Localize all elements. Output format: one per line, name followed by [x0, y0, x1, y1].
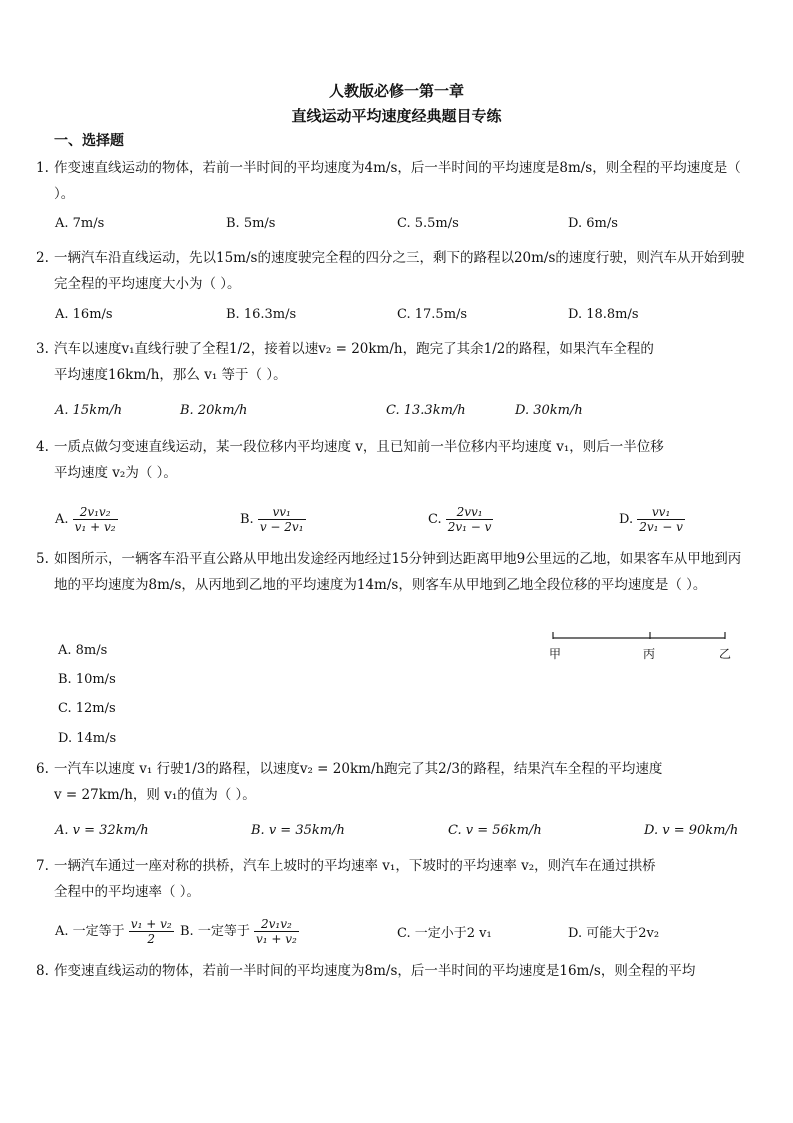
option-c [428, 505, 493, 534]
numerator: 2vv₁ [446, 505, 494, 520]
question-text: 作变速直线运动的物体，若前一半时间的平均速度为4m/s，后一半时间的平均速度是8m/s，则全程的平均速度是（ ）。 [54, 160, 741, 202]
fraction [254, 917, 299, 946]
question-number: 5. [36, 551, 49, 567]
denominator: 2v₁ − v [447, 520, 492, 534]
option-b [180, 917, 299, 946]
question-number: 1. [36, 160, 49, 176]
question-number: 2. [36, 250, 49, 266]
option-b: B. 16.3m/s [226, 307, 297, 322]
question-1 [36, 155, 751, 207]
option-b: B. 20km/h [180, 403, 248, 418]
option-c: C. 一定小于2 v₁ [397, 926, 492, 941]
option-label: B. 一定等于 [180, 924, 250, 939]
question-text-line2: v = 27km/h，则 v₁的值为（ ）。 [54, 787, 256, 803]
question-text: 作变速直线运动的物体，若前一半时间的平均速度为8m/s，后一半时间的平均速度是16m/s，则全程的平均 [54, 963, 696, 979]
option-d: D. 6m/s [568, 216, 618, 231]
option-c: C. v = 56km/h [448, 823, 542, 838]
denominator: v − 2v₁ [259, 520, 304, 534]
option-c: C. 5.5m/s [397, 216, 459, 231]
denominator: v₁ + v₂ [255, 932, 297, 946]
option-d: D. v = 90km/h [644, 823, 739, 838]
option-c: C. 17.5m/s [397, 307, 468, 322]
question-number: 6. [36, 761, 49, 777]
question-text-line2: 全程中的平均速率（ ）。 [54, 884, 201, 900]
denominator: v₁ + v₂ [74, 520, 116, 534]
option-label: D. [619, 512, 634, 527]
label-jia: 甲 [549, 647, 562, 661]
question-number: 7. [36, 858, 49, 874]
option-d [619, 505, 685, 534]
numerator: v₁ + v₂ [130, 917, 172, 931]
option-a: A. 15km/h [55, 403, 123, 418]
option-d: D. 可能大于2v₂ [568, 926, 660, 941]
fraction [258, 505, 306, 534]
option-label: A. [55, 512, 69, 527]
option-b: B. v = 35km/h [251, 823, 345, 838]
fraction [129, 917, 174, 946]
option-a: A. 8m/s [58, 643, 108, 658]
doc-title-line1: 人教版必修一第一章 [328, 82, 464, 100]
option-a: A. 16m/s [55, 307, 113, 322]
numerator: vv₁ [637, 505, 685, 520]
option-label: B. [240, 512, 254, 527]
question-6 [36, 756, 751, 808]
fraction [637, 505, 685, 534]
option-d: D. 18.8m/s [568, 307, 639, 322]
question-text-line1: 汽车以速度v₁直线行驶了全程1/2，接着以速v₂ = 20km/h，跑完了其余1/2的路程，如果汽车全程的 [54, 341, 654, 357]
question-number: 4. [36, 439, 49, 455]
option-b: B. 10m/s [58, 672, 116, 687]
question-text: 一辆汽车沿直线运动，先以15m/s的速度驶完全程的四分之三，剩下的路程以20m/s的速度行驶，则汽车从开始到驶完全程的平均速度大小为（ ）。 [54, 250, 745, 292]
option-c: C. 12m/s [58, 701, 116, 716]
option-d: D. 14m/s [58, 731, 117, 746]
question-8 [36, 958, 751, 984]
question-2 [36, 245, 751, 297]
numerator: 2v₁v₂ [73, 505, 118, 520]
option-label: A. 一定等于 [55, 924, 125, 939]
doc-title-line2: 直线运动平均速度经典题目专练 [291, 107, 502, 125]
question-text: 如图所示，一辆客车沿平直公路从甲地出发途经丙地经过15分钟到达距离甲地9公里远的乙地，如果客车从甲地到丙地的平均速度为8m/s，从丙地到乙地的平均速度为14m/s，则客车从甲地到乙地全段位移的平均速度是（ ）。 [54, 551, 742, 593]
question-5 [36, 546, 751, 598]
denominator: 2 [147, 932, 156, 946]
option-b: B. 5m/s [226, 216, 276, 231]
fraction [73, 505, 118, 534]
question-4 [36, 434, 751, 486]
label-yi: 乙 [719, 647, 732, 661]
numerator: vv₁ [258, 505, 306, 520]
label-bing: 丙 [643, 647, 656, 661]
question-number: 3. [36, 341, 49, 357]
option-a [55, 917, 174, 946]
question-number: 8. [36, 963, 49, 979]
question-text-line2: 平均速度 v₂为（ ）。 [54, 465, 177, 481]
numerator: 2v₁v₂ [254, 917, 299, 932]
option-c: C. 13.3km/h [386, 403, 466, 418]
question-text-line1: 一辆汽车通过一座对称的拱桥，汽车上坡时的平均速率 v₁，下坡时的平均速率 v₂，则汽车在通过拱桥 [54, 858, 656, 874]
denominator: 2v₁ − v [639, 520, 683, 534]
question-text-line1: 一汽车以速度 v₁ 行驶1/3的路程，以速度v₂ = 20km/h跑完了其2/3的路程，结果汽车全程的平均速度 [54, 761, 663, 777]
section-heading: 一、选择题 [54, 133, 124, 149]
question-text-line1: 一质点做匀变速直线运动，某一段位移内平均速度 v，且已知前一半位移内平均速度 v₁，则后一半位移 [54, 439, 664, 455]
option-a: A. v = 32km/h [55, 823, 149, 838]
fraction [446, 505, 494, 534]
question-3 [36, 336, 751, 388]
option-a [55, 505, 118, 534]
question-7 [36, 853, 751, 905]
option-label: C. [428, 512, 442, 527]
option-a: A. 7m/s [55, 216, 105, 231]
option-d: D. 30km/h [515, 403, 583, 418]
question-text-line2: 平均速度16km/h，那么 v₁ 等于（ ）。 [54, 367, 287, 383]
option-b [240, 505, 306, 534]
